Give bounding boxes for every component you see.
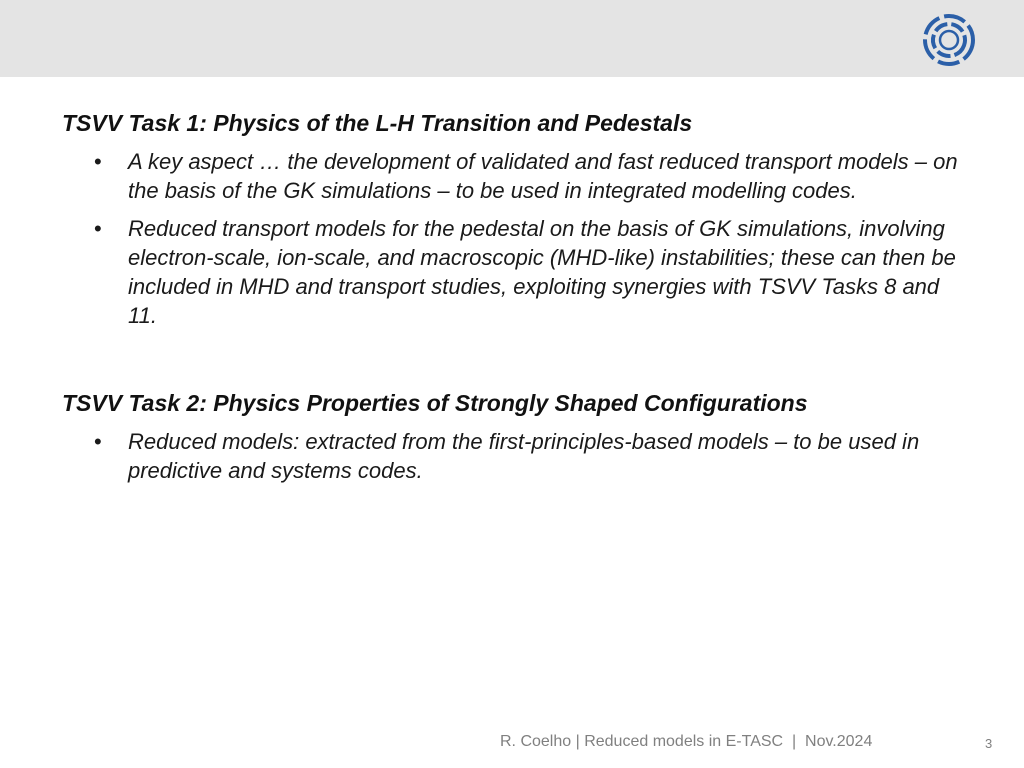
- bullet-text: Reduced models: extracted from the first-principles-based models – to be used in predictive and systems codes.: [128, 429, 920, 483]
- bullet-icon: •: [94, 149, 102, 174]
- list-item: [62, 147, 962, 205]
- task2-section: [62, 388, 962, 485]
- task2-heading: TSVV Task 2: Physics Properties of Strongly Shaped Configurations: [62, 390, 808, 416]
- bullet-text: A key aspect … the development of validated and fast reduced transport models – on the basis of the GK simulations – to be used in integrated modelling codes.: [128, 149, 958, 203]
- list-item: [62, 427, 962, 485]
- footer-text: R. Coelho | Reduced models in E-TASC | Nov.2024: [500, 733, 873, 750]
- bullet-text: Reduced transport models for the pedestal on the basis of GK simulations, involving electron-scale, ion-scale, and macroscopic (MHD-like) instabilities; these can then be included in MHD and transport studies, exploiting synergies with TSVV Tasks 8 and 11.: [128, 216, 956, 328]
- list-item: [62, 214, 962, 330]
- page-number: 3: [985, 736, 993, 751]
- task1-bullet-list: [62, 147, 962, 330]
- bullet-icon: •: [94, 429, 102, 454]
- task1-section: [62, 108, 962, 330]
- bullet-icon: •: [94, 216, 102, 241]
- task1-heading: TSVV Task 1: Physics of the L-H Transition and Pedestals: [62, 110, 693, 136]
- fusion-ring-logo-icon: [921, 12, 977, 68]
- slide-body: [62, 108, 962, 494]
- task2-bullet-list: [62, 427, 962, 485]
- header-band: [0, 0, 1024, 77]
